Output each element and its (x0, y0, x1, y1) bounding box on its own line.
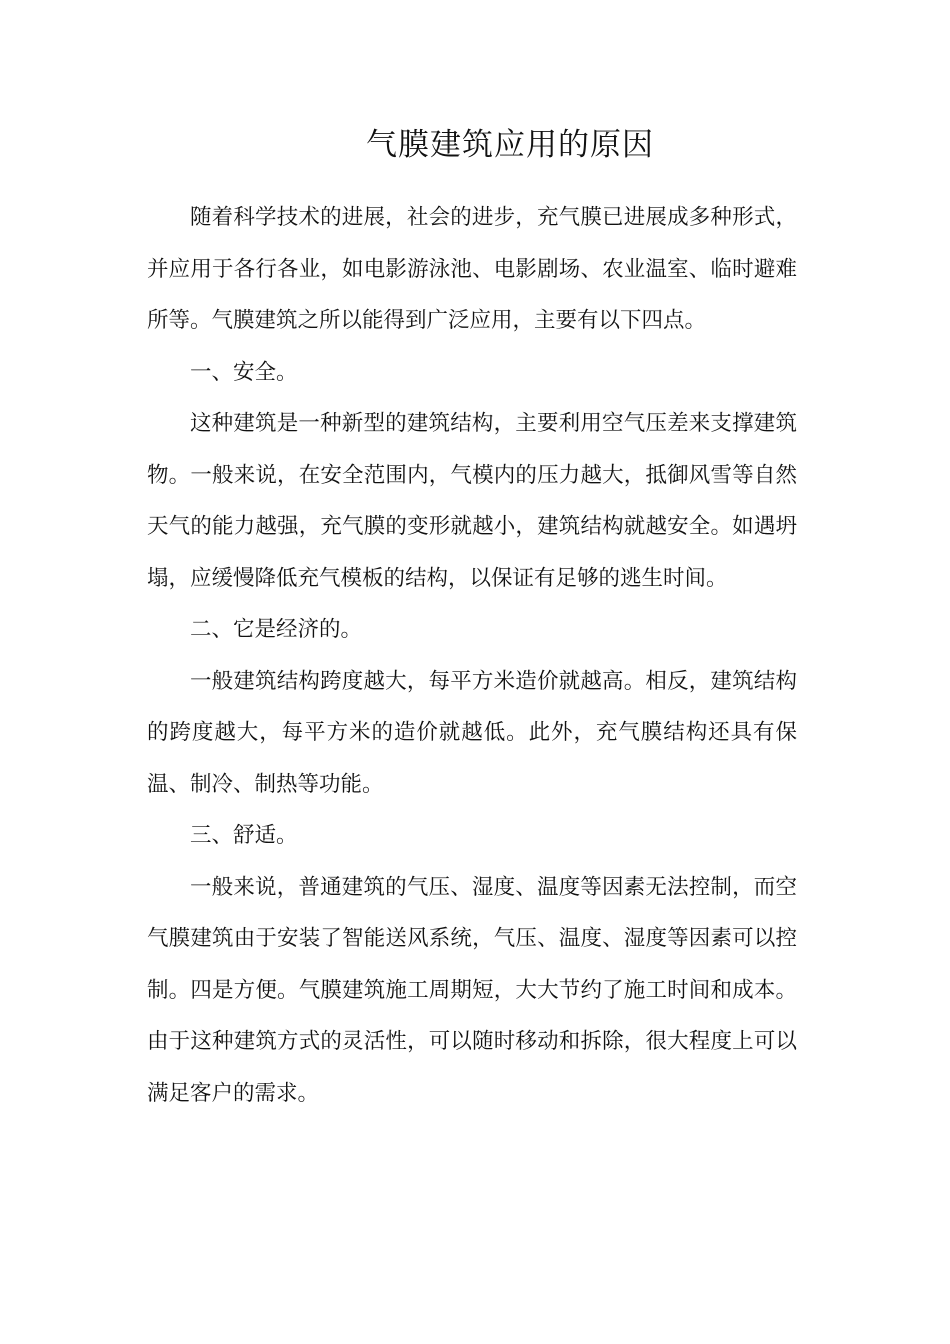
paragraph-economy: 一般建筑结构跨度越大，每平方米造价就越高。相反，建筑结构的跨度越大，每平方米的造价就越低。此外，充气膜结构还具有保温、制冷、制热等功能。 (147, 668, 797, 797)
document-title: 气膜建筑应用的原因 (366, 127, 654, 163)
heading-safety: 一、安全。 (190, 359, 298, 385)
paragraph-safety: 这种建筑是一种新型的建筑结构，主要利用空气压差来支撑建筑物。一般来说，在安全范围内，气模内的压力越大，抵御风雪等自然天气的能力越强，充气膜的变形就越小，建筑结构就越安全。如遇坍塌，应缓慢降低充气模板的结构，以保证有足够的逃生时间。 (147, 411, 797, 591)
heading-comfort: 三、舒适。 (190, 823, 298, 848)
paragraph-comfort: 一般来说，普通建筑的气压、湿度、温度等因素无法控制，而空气膜建筑由于安装了智能送风系统，气压、温度、湿度等因素可以控制。四是方便。气膜建筑施工周期短，大大节约了施工时间和成本。由于这种建筑方式的灵活性，可以随时移动和拆除，很大程度上可以满足客户的需求。 (147, 874, 797, 1106)
document-body (147, 192, 797, 1119)
paragraph-intro: 随着科学技术的进展，社会的进步，充气膜已进展成多种形式，并应用于各行各业，如电影游泳池、电影剧场、农业温室、临时避难所等。气膜建筑之所以能得到广泛应用，主要有以下四点。 (147, 205, 797, 333)
heading-economy: 二、它是经济的。 (190, 617, 363, 642)
